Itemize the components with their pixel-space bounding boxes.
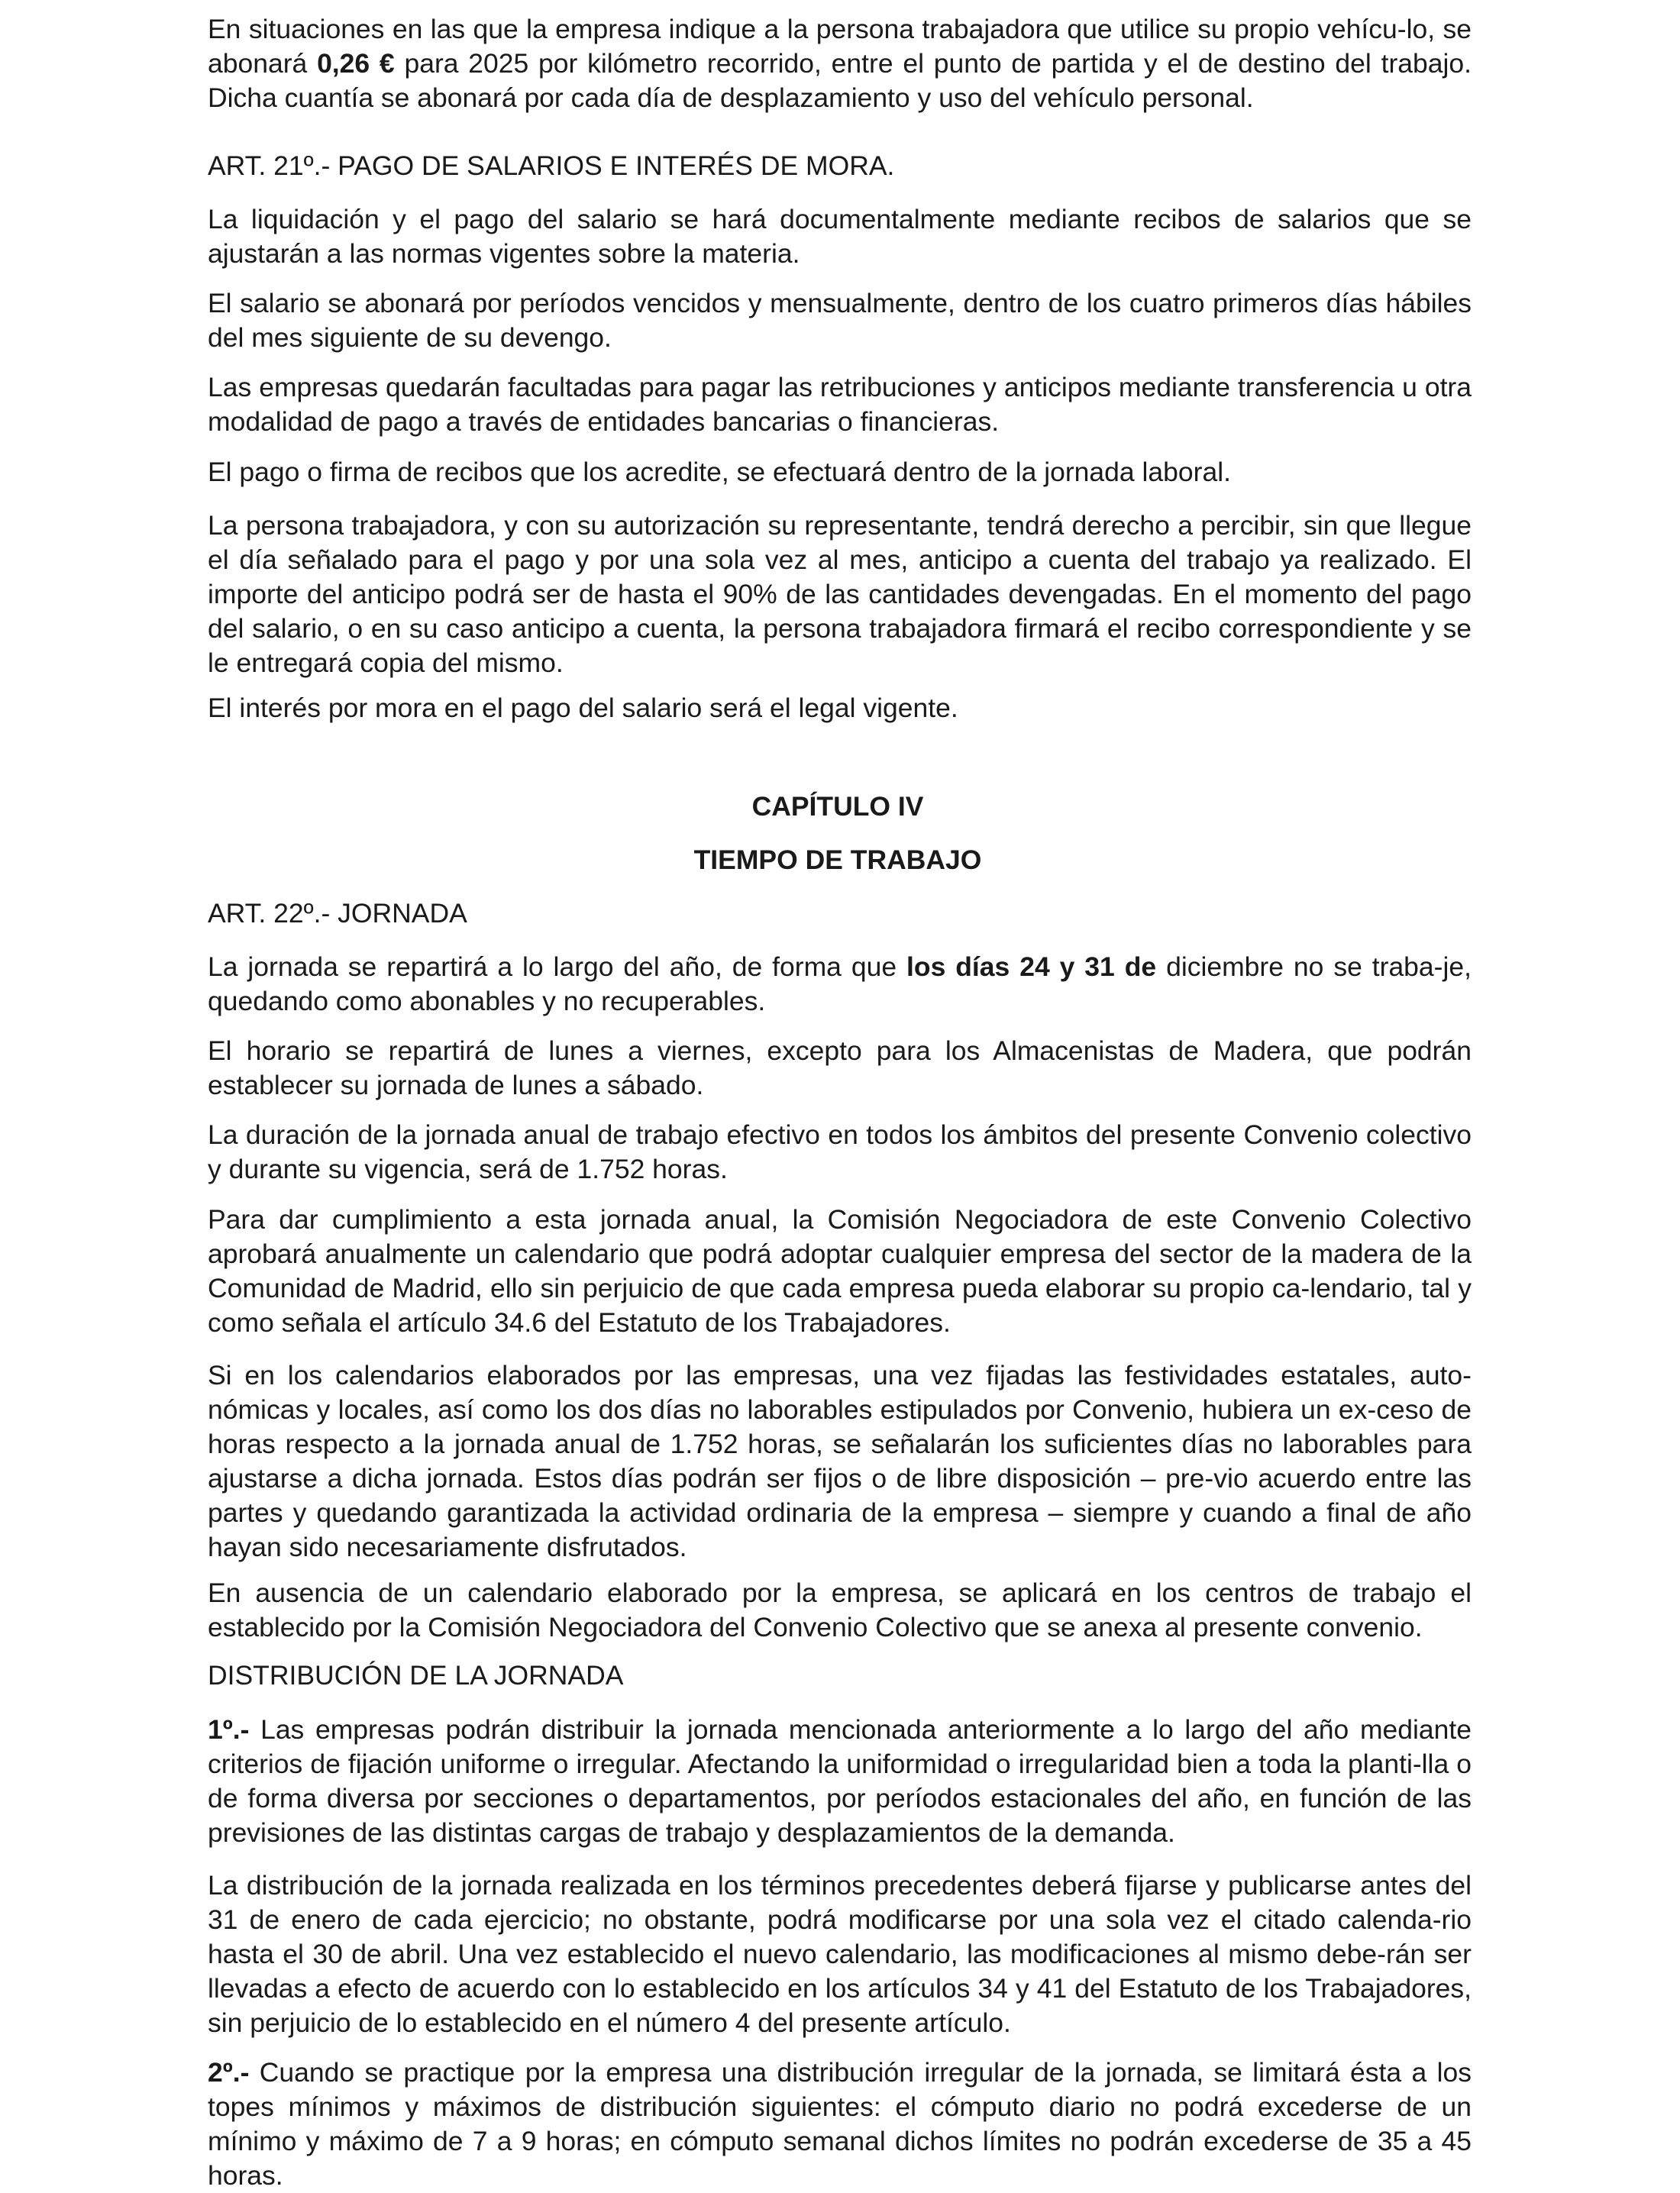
article-22-heading: ART. 22º.- JORNADA <box>208 898 467 929</box>
art22-paragraph-1: La jornada se repartirá a lo largo del año, de forma que los días 24 y 31 de diciembre no se traba-je, quedando como abonables y no recuperables. <box>208 951 1472 1016</box>
art21-paragraph-1: La liquidación y el pago del salario se hará documentalmente mediante recibos de salarios que se ajustarán a las normas vigentes sobre la materia. <box>208 204 1472 269</box>
art21-paragraph-6: El interés por mora en el pago del salario será el legal vigente. <box>208 693 958 723</box>
chapter-title: TIEMPO DE TRABAJO <box>693 845 982 875</box>
art22-paragraph-5: Si en los calendarios elaborados por las empresas, una vez fijadas las festividades estatales, auto-nómicas y locales, así como los dos días no laborables estipulados por Convenio, hubiera un ex-ceso de horas respecto a la jornada anual de 1.752 horas, se señalarán los suficientes días no laborables para ajustarse a dicha jornada. Estos días podrán ser fijos o de libre disposición – pre-vio acuerdo entre las partes y quedando garantizada la actividad ordinaria de la empresa – siempre y cuando a final de año hayan sido necesariamente disfrutados. <box>208 1360 1472 1562</box>
article-21-heading: ART. 21º.- PAGO DE SALARIOS E INTERÉS DE MORA. <box>208 150 895 181</box>
art21-paragraph-2: El salario se abonará por períodos vencidos y mensualmente, dentro de los cuatro primeros días hábiles del mes siguiente de su devengo. <box>208 288 1472 353</box>
item-number-2: 2º.- <box>208 2057 250 2088</box>
art21-paragraph-4: El pago o firma de recibos que los acredite, se efectuará dentro de la jornada laboral. <box>208 457 1231 487</box>
distribution-paragraph-2: La distribución de la jornada realizada en los términos precedentes deberá fijarse y publicarse antes del 31 de enero de cada ejercicio; no obstante, podrá modificarse por una sola vez el citado calenda-rio hasta el 30 de abril. Una vez establecido el nuevo calendario, las modificaciones al mismo debe-rán ser llevadas a efecto de acuerdo con lo establecido en los artículos 34 y 41 del Estatuto de los Trabajadores, sin perjuicio de lo establecido en el número 4 del presente artículo. <box>208 1870 1472 2038</box>
art21-paragraph-5: La persona trabajadora, y con su autorización su representante, tendrá derecho a percibir, sin que llegue el día señalado para el pago y por una sola vez al mes, anticipo a cuenta del trabajo ya realizado. El importe del anticipo podrá ser de hasta el 90% de las cantidades devengadas. En el momento del pago del salario, o en su caso anticipo a cuenta, la persona trabajadora firmará el recibo correspondiente y se le entregará copia del mismo. <box>208 510 1472 678</box>
paragraph-vehicle-allowance: En situaciones en las que la empresa indique a la persona trabajadora que utilice su propio vehícu-lo, se abonará 0,26 € para 2025 por kilómetro recorrido, entre el punto de partida y el de destino del trabajo. Dicha cuantía se abonará por cada día de desplazamiento y uso del vehículo personal. <box>208 14 1472 113</box>
vehicle-allowance-amount: 0,26 € <box>317 48 395 79</box>
december-days-bold: los días 24 y 31 de <box>906 951 1157 982</box>
art22-paragraph-3: La duración de la jornada anual de trabajo efectivo en todos los ámbitos del presente Convenio colectivo y durante su vigencia, será de 1.752 horas. <box>208 1119 1472 1184</box>
distribution-heading: DISTRIBUCIÓN DE LA JORNADA <box>208 1660 624 1691</box>
art22-paragraph-4: Para dar cumplimiento a esta jornada anual, la Comisión Negociadora de este Convenio Colectivo aprobará anualmente un calendario que podrá adoptar cualquier empresa del sector de la madera de la Comunidad de Madrid, ello sin perjuicio de que cada empresa pueda elaborar su propio ca-lendario, tal y como señala el artículo 34.6 del Estatuto de los Trabajadores. <box>208 1204 1472 1338</box>
art22-paragraph-6: En ausencia de un calendario elaborado por la empresa, se aplicará en los centros de trabajo el establecido por la Comisión Negociadora del Convenio Colectivo que se anexa al presente convenio. <box>208 1578 1472 1642</box>
distribution-paragraph-1: 1º.- Las empresas podrán distribuir la jornada mencionada anteriormente a lo largo del año mediante criterios de fijación uniforme o irregular. Afectando la uniformidad o irregularidad bien a toda la planti-lla o de forma diversa por secciones o departamentos, por períodos estacionales del año, en función de las previsiones de las distintas cargas de trabajo y desplazamientos de la demanda. <box>208 1714 1472 1848</box>
chapter-number: CAPÍTULO IV <box>751 791 924 822</box>
item-number-1: 1º.- <box>208 1714 250 1745</box>
art22-paragraph-2: El horario se repartirá de lunes a viernes, excepto para los Almacenistas de Madera, que podrán establecer su jornada de lunes a sábado. <box>208 1035 1472 1100</box>
art21-paragraph-3: Las empresas quedarán facultadas para pagar las retribuciones y anticipos mediante transferencia u otra modalidad de pago a través de entidades bancarias o financieras. <box>208 372 1472 437</box>
distribution-paragraph-3: 2º.- Cuando se practique por la empresa una distribución irregular de la jornada, se limitará ésta a los topes mínimos y máximos de distribución siguientes: el cómputo diario no podrá excederse de un mínimo y máximo de 7 a 9 horas; en cómputo semanal dichos límites no podrán excederse de 35 a 45 horas. <box>208 2057 1472 2191</box>
